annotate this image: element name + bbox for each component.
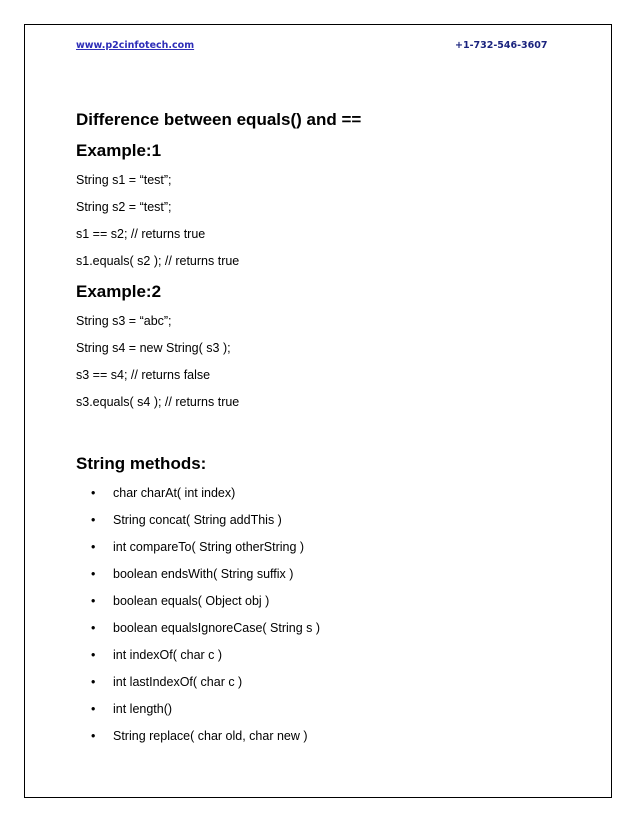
example2-line-1: String s3 = “abc”;: [76, 314, 172, 328]
method-signature: char charAt( int index): [113, 486, 236, 500]
bullet-icon: •: [91, 540, 96, 554]
example2-line-4: s3.equals( s4 ); // returns true: [76, 395, 240, 409]
bullet-icon: •: [91, 675, 96, 689]
method-signature: boolean equals( Object obj ): [113, 594, 270, 608]
method-signature: boolean equalsIgnoreCase( String s ): [113, 621, 321, 635]
example1-line-2: String s2 = “test”;: [76, 200, 172, 214]
method-signature: int length(): [113, 702, 173, 716]
bullet-icon: •: [91, 513, 96, 527]
bullet-icon: •: [91, 729, 96, 743]
example2-line-2: String s4 = new String( s3 );: [76, 341, 231, 355]
example1-line-3: s1 == s2; // returns true: [76, 227, 206, 241]
bullet-icon: •: [91, 567, 96, 581]
bullet-icon: •: [91, 621, 96, 635]
method-signature: int lastIndexOf( char c ): [113, 675, 243, 689]
method-signature: String replace( char old, char new ): [113, 729, 308, 743]
example1-line-1: String s1 = “test”;: [76, 173, 172, 187]
method-signature: boolean endsWith( String suffix ): [113, 567, 294, 581]
method-signature: int compareTo( String otherString ): [113, 540, 305, 554]
bullet-icon: •: [91, 648, 96, 662]
example1-heading: Example:1: [76, 141, 162, 160]
header-website-link[interactable]: www.p2cinfotech.com: [76, 40, 195, 51]
example2-line-3: s3 == s4; // returns false: [76, 368, 211, 382]
method-signature: int indexOf( char c ): [113, 648, 223, 662]
example1-line-4: s1.equals( s2 ); // returns true: [76, 254, 240, 268]
example2-heading: Example:2: [76, 282, 162, 301]
page-title: Difference between equals() and ==: [76, 110, 362, 129]
header-phone: +1-732-546-3607: [455, 40, 548, 51]
bullet-icon: •: [91, 486, 96, 500]
method-signature: String concat( String addThis ): [113, 513, 282, 527]
bullet-icon: •: [91, 594, 96, 608]
methods-heading: String methods:: [76, 454, 207, 473]
bullet-icon: •: [91, 702, 96, 716]
